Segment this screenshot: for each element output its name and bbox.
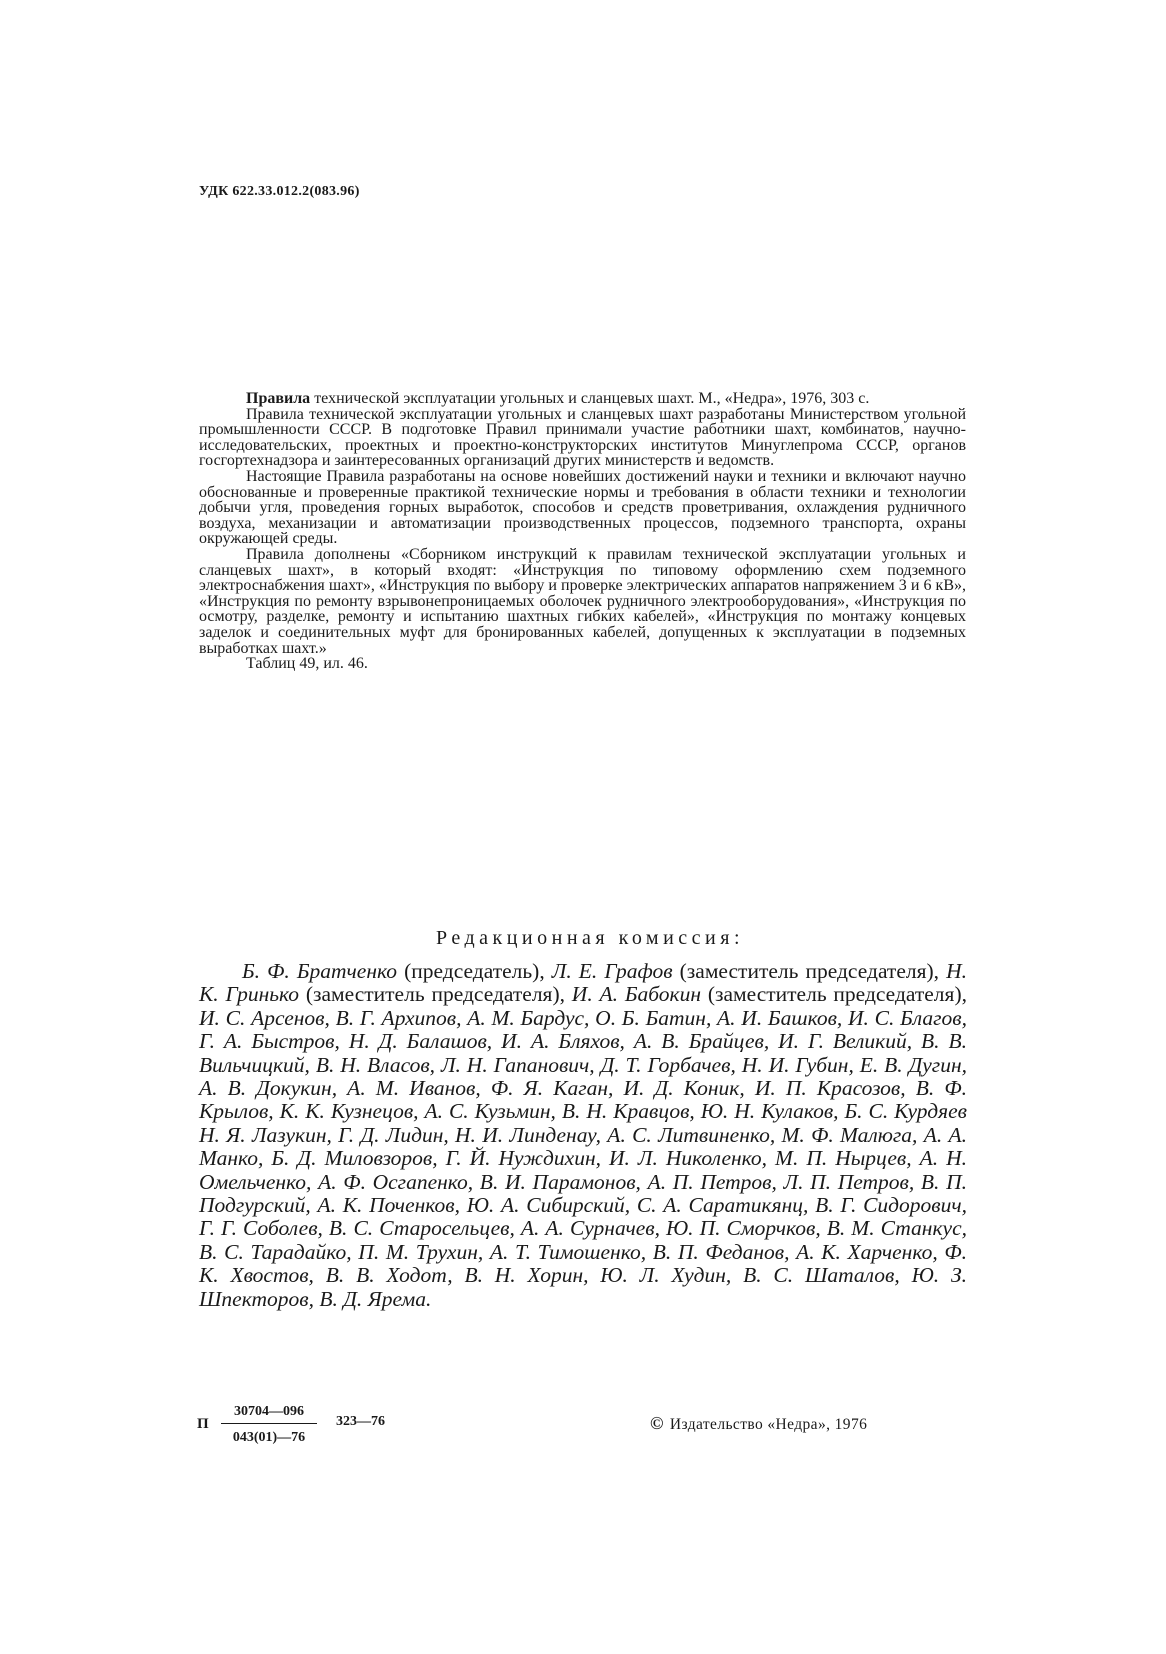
abstract-tables-count: Таблиц 49, ил. 46. <box>246 655 368 673</box>
bibliographic-abstract <box>199 391 966 672</box>
editorial-committee <box>199 960 967 1311</box>
committee-members-list: И. С. Арсенов, В. Г. Архипов, А. М. Бардус, О. Б. Батин, А. И. Башков, И. С. Благов, Г. А. Быстров, Н. Д. Балашов, И. А. Бляхов, А. В. Брайцев, И. Г. Великий, В. В. Вильчицкий, В. Н. Власов, Л. Н. Гапанович, Д. Т. Горбачев, Н. И. Губин, Е. В. Дугин, А. В. Докукин, А. М. Иванов, Ф. Я. Каган, И. Д. Коник, И. П. Красозов, В. Ф. Крылов, К. К. Кузнецов, А. С. Кузьмин, В. Н. Кравцов, Ю. Н. Кулаков, Б. С. Курдяев Н. Я. Лазукин, Г. Д. Лидин, Н. И. Линденау, А. С. Литвиненко, М. Ф. Малюга, А. А. Манко, Б. Д. Миловзоров, Г. Й. Нуждихин, И. Л. Николенко, М. П. Нырцев, А. Н. Омельченко, А. Ф. Осгапенко, В. И. Парамонов, А. П. Петров, Л. П. Петров, В. П. Подгурский, А. К. Поченков, Ю. А. Сибирский, С. А. Саратикянц, В. Г. Сидорович, Г. Г. Соболев, В. С. Старосельцев, А. А. Сурначев, Ю. П. Сморчков, В. М. Станкус, В. С. Тарадайко, П. М. Трухин, А. Т. Тимошенко, В. П. Феданов, А. К. Харченко, Ф. К. Хвостов, В. В. Ходот, В. Н. Хорин, Ю. Л. Худин, В. С. Шаталов, Ю. З. Шпекторов, В. Д. Ярема. <box>199 1005 967 1311</box>
committee-heading: Редакционная комиссия: <box>435 927 745 949</box>
vice-chair-1-name: Л. Е. Графов <box>551 959 673 983</box>
vice-chair-2-name: Н. К. Гринько <box>199 959 967 1007</box>
abstract-paragraph-3: Правила дополнены «Сборником инструкций к правилам технической эксплуатации угольных и сланцевых шахт», в который входят: «Инструкция по типовому оформлению схем подземного электроснабжения шахт», «Инструкция по выбору и проверке электрических аппаратов напряжением 3 и 6 кВ», «Инструкция по ремонту взрывонепроницаемых оболочек рудничного электрооборудования», «Инструкция по осмотру, разделке, ремонту и испытанию шахтных гибких кабелей», «Инструкция по монтажу концевых заделок и соединительных муфт для бронированных кабелей, допущенных к эксплуатации в подземных выработках шахт.» <box>199 545 966 657</box>
publication-code-denominator: 043(01)—76 <box>232 1430 306 1445</box>
abstract-paragraph-2: Настоящие Правила разработаны на основе новейших достижений науки и техники и включают научно обоснованные и проверенные практикой технические нормы и требования в области техники и технологии добычи угля, проведения горных выработок, способов и средств проветривания, охлаждения рудничного воздуха, механизации и автоматизации производственных процессов, подземного транспорта, охраны окружающей среды. <box>199 467 966 548</box>
copyright-icon: © <box>650 1413 664 1433</box>
book-reference-rest: технической эксплуатации угольных и сланцевых шахт. М., «Недра», 1976, 303 с. <box>310 390 870 407</box>
vice-chair-3-name: И. А. Бабокин <box>571 982 702 1007</box>
publication-code-letter: П <box>197 1416 209 1432</box>
udc-code: УДК 622.33.012.2(083.96) <box>199 184 360 199</box>
book-title-word: Правила <box>246 390 311 407</box>
copyright-text: Издательство «Недра», 1976 <box>669 1416 868 1433</box>
chair-role: председатель <box>411 959 533 983</box>
committee-list: Б. Ф. Братченко (председатель), Л. Е. Графов (заместитель председателя), Н. К. Гринько (заместитель председателя), И. А. Бабокин (заместитель председателя), И. С. Арсенов, В. Г. Архипов, А. М. Бардус, О. Б. Батин, А. И. Башков, И. С. Благов, Г. А. Быстров, Н. Д. Балашов, И. А. Бляхов, А. В. Брайцев, И. Г. Великий, В. В. Вильчицкий, В. Н. Власов, Л. Н. Гапанович, Д. Т. Горбачев, Н. И. Губин, Е. В. Дугин, А. В. Докукин, А. М. Иванов, Ф. Я. Каган, И. Д. Коник, И. П. Красозов, В. Ф. Крылов, К. К. Кузнецов, А. С. Кузьмин, В. Н. Кравцов, Ю. Н. Кулаков, Б. С. Курдяев Н. Я. Лазукин, Г. Д. Лидин, Н. И. Линденау, А. С. Литвиненко, М. Ф. Малюга, А. А. Манко, Б. Д. Миловзоров, Г. Й. Нуждихин, И. Л. Николенко, М. П. Нырцев, А. Н. Омельченко, А. Ф. Осгапенко, В. И. Парамонов, А. П. Петров, Л. П. Петров, В. П. Подгурский, А. К. Поченков, Ю. А. Сибирский, С. А. Саратикянц, В. Г. Сидорович, Г. Г. Соболев, В. С. Старосельцев, А. А. Сурначев, Ю. П. Сморчков, В. М. Станкус, В. С. Тарадайко, П. М. Трухин, А. Т. Тимошенко, В. П. Феданов, А. К. Харченко, Ф. К. Хвостов, В. В. Ходот, В. Н. Хорин, Ю. Л. Худин, В. С. Шаталов, Ю. З. Шпекторов, В. Д. Ярема. <box>199 959 967 1311</box>
vice-chair-3-role: заместитель председателя <box>714 982 955 1007</box>
order-number: 323—76 <box>336 1414 385 1429</box>
copyright-notice <box>650 1413 867 1434</box>
vice-chair-1-role: заместитель председателя <box>686 959 927 983</box>
abstract-paragraph-1: Правила технической эксплуатации угольных и сланцевых шахт разработаны Министерством угольной промышленности СССР. В подготовке Правил принимали участие работники шахт, комбинатов, научно-исследовательских, проектных и проектно-конструкторских институтов Минуглепрома СССР, органов госгортехнадзора и заинтересованных организаций других министерств и ведомств. <box>199 405 966 470</box>
bibliographic-reference <box>199 391 966 407</box>
vice-chair-2-role: заместитель председателя <box>313 982 553 1007</box>
publication-code-fraction <box>221 1404 317 1446</box>
chair-name: Б. Ф. Братченко <box>242 959 398 983</box>
publication-code-numerator: 30704—096 <box>221 1404 317 1424</box>
